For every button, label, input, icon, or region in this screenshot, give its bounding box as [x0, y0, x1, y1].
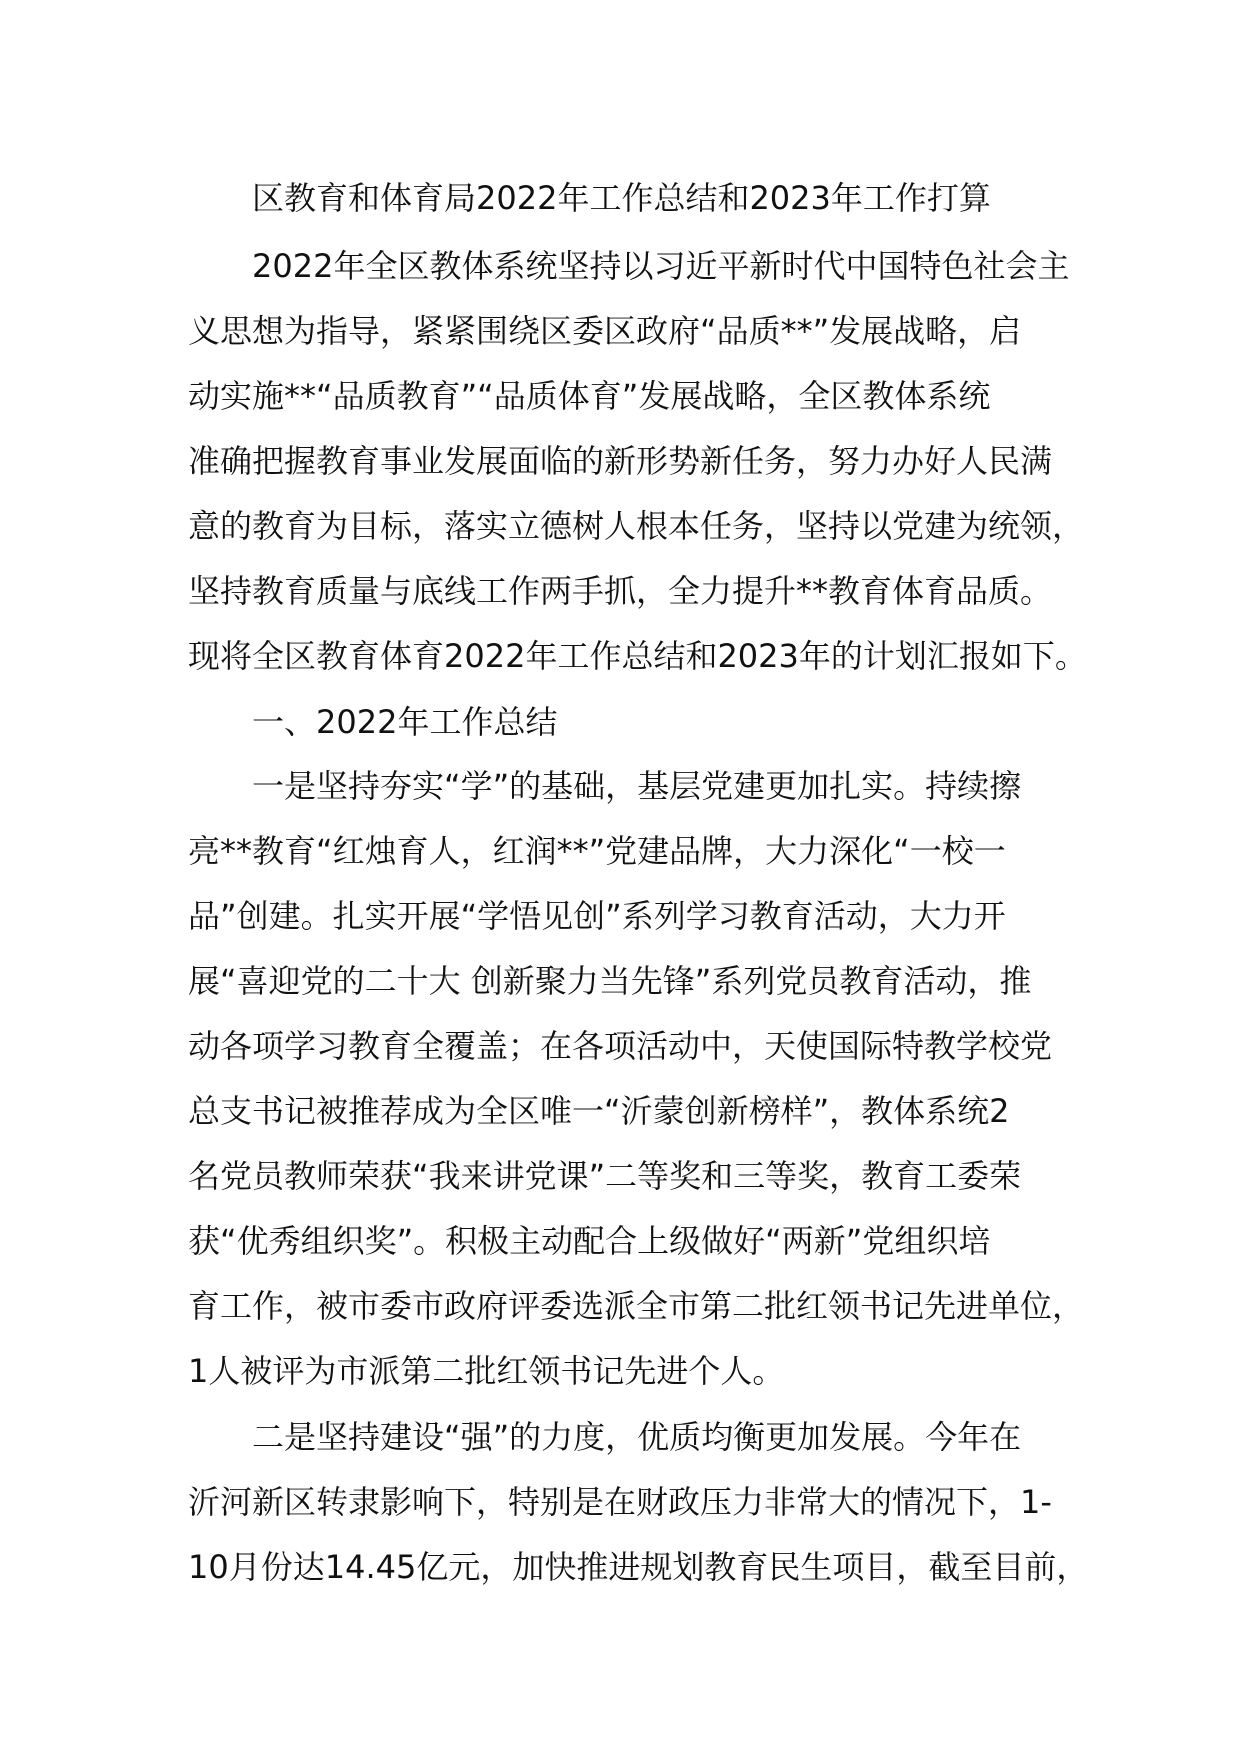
point-one-paragraph: [188, 754, 1088, 1404]
text-line: 展“喜迎党的二十大 创新聚力当先锋”系列党员教育活动，推: [188, 962, 1032, 1000]
text-line: 名党员教师荣获“我来讲党课”二等奖和三等奖，教育工委荣: [188, 1157, 1022, 1195]
text-line: 获“优秀组织奖”。积极主动配合上级做好“两新”党组织培: [188, 1222, 991, 1260]
text-line: 义思想为指导，紧紧围绕区委区政府“品质**”发展战略，启: [188, 312, 1022, 350]
text-line: 准确把握教育事业发展面临的新形势新任务，努力办好人民满: [188, 442, 1053, 480]
text-line: 一是坚持夯实“学”的基础，基层党建更加扎实。持续擦: [252, 767, 1022, 805]
intro-paragraph: [188, 234, 1088, 689]
text-line: 沂河新区转隶影响下，特别是在财政压力非常大的情况下，1-: [188, 1483, 1052, 1521]
text-line: 10月份达14.45亿元，加快推进规划教育民生项目，截至目前，: [188, 1548, 1089, 1586]
text-line: 品”创建。扎实开展“学悟见创”系列学习教育活动，大力开: [188, 897, 1006, 935]
text-line: 二是坚持建设“强”的力度，优质均衡更加发展。今年在: [252, 1418, 1022, 1456]
text-line: 动实施**“品质教育”“品质体育”发展战略，全区教体系统: [188, 377, 991, 415]
text-line: 育工作，被市委市政府评委选派全市第二批红领书记先进单位，: [188, 1287, 1085, 1325]
text-line: 2022年全区教体系统坚持以习近平新时代中国特色社会主: [252, 247, 1070, 285]
text-line: 1人被评为市派第二批红领书记先进个人。: [188, 1352, 785, 1390]
text-line: 意的教育为目标，落实立德树人根本任务，坚持以党建为统领，: [188, 507, 1085, 545]
text-line: 现将全区教育体育2022年工作总结和2023年的计划汇报如下。: [188, 637, 1087, 675]
text-line: 总支书记被推荐成为全区唯一“沂蒙创新榜样”，教体系统2: [188, 1092, 1010, 1130]
text-line: 坚持教育质量与底线工作两手抓，全力提升**教育体育品质。: [188, 572, 1053, 610]
document-title: 区教育和体育局2022年工作总结和2023年工作打算: [252, 179, 991, 217]
section-heading-text: 一、2022年工作总结: [252, 703, 558, 741]
point-two-paragraph: [188, 1405, 1088, 1600]
text-line: 动各项学习教育全覆盖；在各项活动中，天使国际特教学校党: [188, 1027, 1053, 1065]
text-line: 亮**教育“红烛育人，红润**”党建品牌，大力深化“一校一: [188, 832, 1006, 870]
section-heading: [188, 690, 1088, 755]
